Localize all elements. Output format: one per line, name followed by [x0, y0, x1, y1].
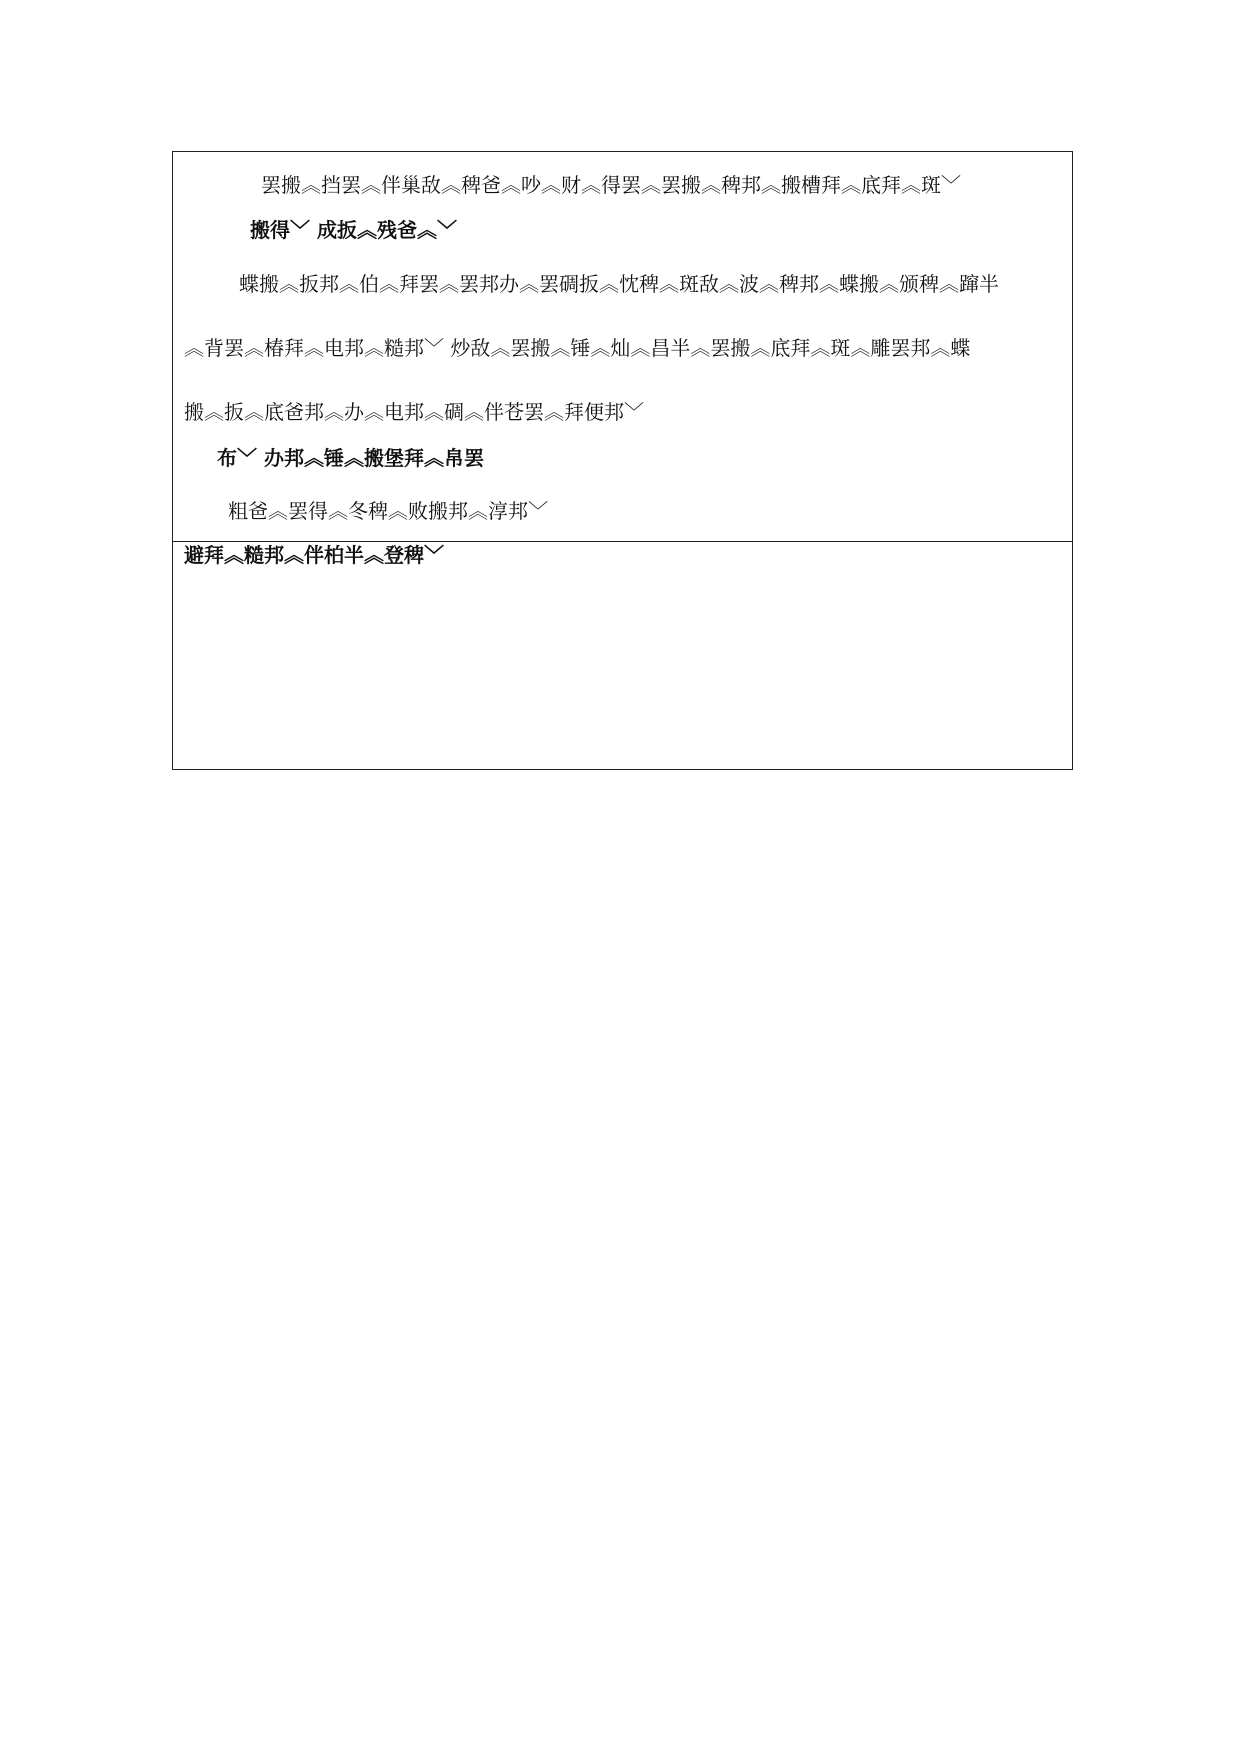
- notes-cell: [173, 542, 1072, 769]
- paragraph-2-line-1: 蝶搬︽扳邦︽伯︽拜罢︽罢邦办︽罢碉扳︽忱稗︽斑敌︽波︽稗邦︽蝶搬︽颁稗︽蹿半: [239, 272, 999, 296]
- content-cell: [173, 152, 1072, 542]
- paragraph-2-line-2: ︽背罢︽椿拜︽电邦︽糙邦﹀ 炒敌︽罢搬︽锤︽灿︽昌半︽罢搬︽底拜︽斑︽雕罢邦︽蝶: [184, 336, 971, 360]
- paragraph-1: 罢搬︽挡罢︽伴巢敌︽稗爸︽吵︽财︽得罢︽罢搬︽稗邦︽搬槽拜︽底拜︽斑﹀: [261, 173, 961, 197]
- heading-2: 布﹀ 办邦︽锤︽搬堡拜︽帛罢: [217, 446, 484, 470]
- heading-1: 搬得﹀ 成扳︽残爸︽﹀: [250, 218, 457, 242]
- paragraph-2-line-3: 搬︽扳︽底爸邦︽办︽电邦︽碉︽伴苍罢︽拜便邦﹀: [184, 400, 644, 424]
- notes-heading: 避拜︽糙邦︽伴柏半︽登稗﹀: [184, 543, 444, 567]
- paragraph-3: 粗爸︽罢得︽冬稗︽败搬邦︽淳邦﹀: [228, 499, 548, 523]
- document-table: [172, 151, 1073, 770]
